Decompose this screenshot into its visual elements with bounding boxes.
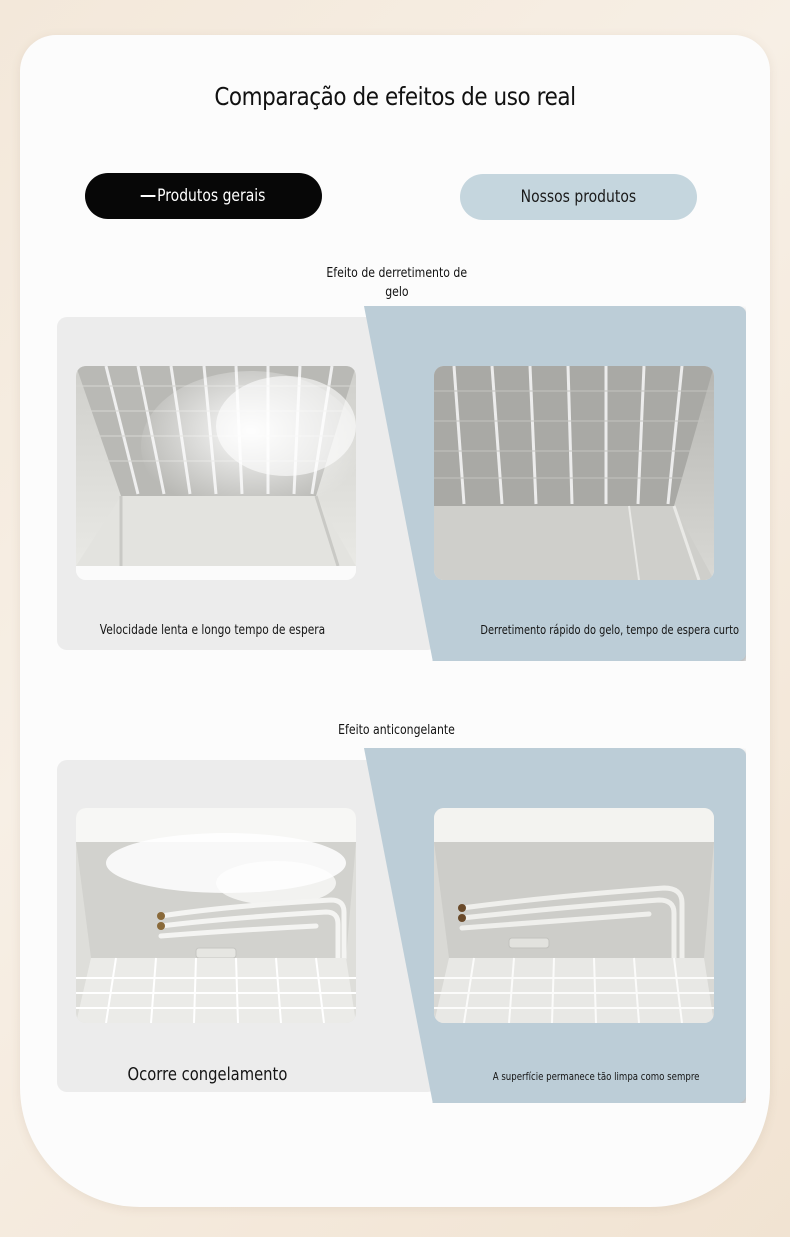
- photo-ours-ice-melting: [434, 366, 714, 580]
- tab-ours-label: Nossos produtos: [520, 187, 637, 207]
- photo-general-ice-melting: [76, 366, 356, 580]
- tab-general-products[interactable]: [85, 173, 322, 219]
- caption-general-ice: Velocidade lenta e longo tempo de espera: [99, 623, 325, 638]
- page-title: Comparação de efeitos de uso real: [214, 82, 576, 111]
- caption-general-antifreeze: Ocorre congelamento: [127, 1064, 287, 1085]
- tab-general-label: Produtos gerais: [157, 186, 266, 206]
- caption-ours-antifreeze: A superfície permanece tão limpa como sempre: [492, 1071, 700, 1083]
- dash-icon: [141, 195, 156, 197]
- section-label-ice-melting: Efeito de derretimento de gelo: [326, 266, 468, 300]
- photo-general-antifreeze: [76, 808, 356, 1023]
- photo-ours-antifreeze: [434, 808, 714, 1023]
- section-label-anti-freeze: Efeito anticongelante: [338, 723, 456, 738]
- tab-our-products[interactable]: [460, 174, 697, 220]
- caption-ours-ice: Derretimento rápido do gelo, tempo de espera curto: [480, 623, 739, 637]
